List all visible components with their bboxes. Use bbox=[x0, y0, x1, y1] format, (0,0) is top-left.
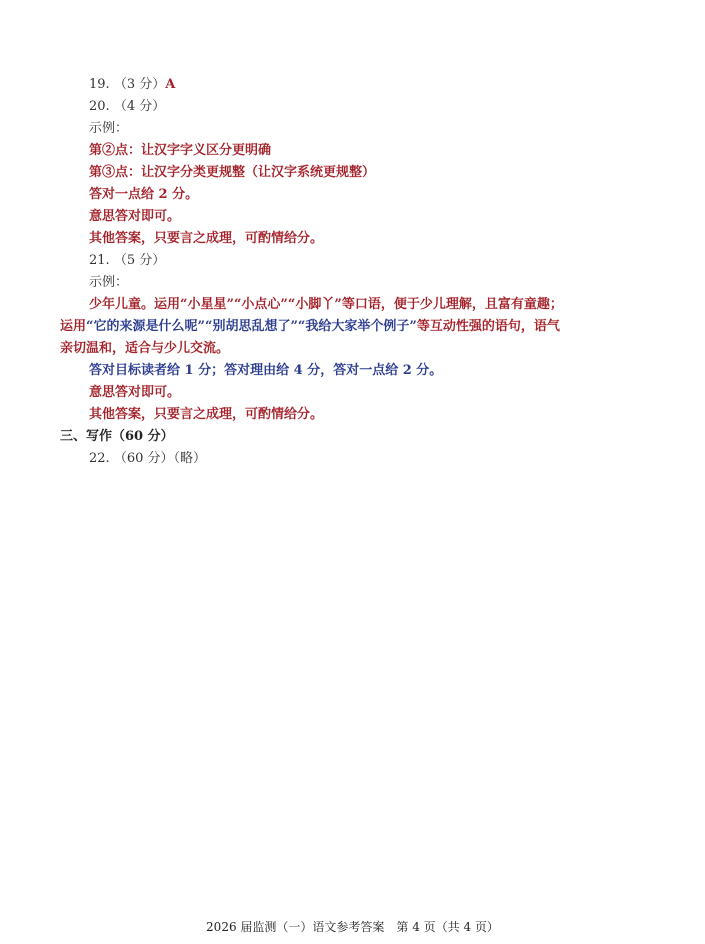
q21-score: （5 分） bbox=[113, 253, 166, 268]
q22-number: 22. bbox=[89, 451, 110, 466]
q20-rule2: 意思答对即可。 bbox=[89, 209, 181, 224]
q21-example-label: 示例： bbox=[89, 275, 129, 290]
q20-example-label: 示例： bbox=[89, 121, 129, 136]
q19-answer: A bbox=[165, 77, 176, 92]
q20-point2-text: 让汉字字义区分更明确 bbox=[141, 143, 272, 158]
q20-score: （4 分） bbox=[113, 99, 166, 114]
q20-rule3: 其他答案，只要言之成理，可酌情给分。 bbox=[89, 231, 324, 246]
q22-score: （60 分） bbox=[113, 451, 174, 466]
q19-score: （3 分） bbox=[113, 77, 166, 92]
q21-rule3: 其他答案，只要言之成理，可酌情给分。 bbox=[89, 407, 324, 422]
q20-point3 bbox=[89, 164, 375, 182]
q21-answer-line2-c: 等互动性强的语句，语气 bbox=[416, 319, 560, 334]
q21-answer-line2 bbox=[60, 318, 560, 336]
q21-answer-line1: 少年儿童。运用“小星星”“小点心”“小脚丫”等口语，便于少儿理解，且富有童趣； bbox=[89, 297, 563, 312]
q21-number: 21. bbox=[89, 253, 110, 268]
q20-point3-label: 第③点： bbox=[89, 165, 142, 180]
q21-line bbox=[89, 252, 165, 270]
q22-note: （略） bbox=[173, 451, 207, 466]
q21-answer-line2-b: “它的来源是什么呢”“别胡思乱想了”“我给大家举个例子” bbox=[86, 319, 417, 334]
q20-line bbox=[89, 98, 165, 116]
q21-rule1: 答对目标读者给 1 分；答对理由给 4 分，答对一点给 2 分。 bbox=[89, 363, 443, 378]
q22-line bbox=[89, 450, 206, 468]
q20-rule1: 答对一点给 2 分。 bbox=[89, 187, 199, 202]
section3-title: 三、写作（60 分） bbox=[60, 429, 174, 444]
q19-line bbox=[89, 76, 175, 94]
q20-point3-text: 让汉字分类更规整（让汉字系统更规整） bbox=[141, 165, 376, 180]
q20-point2 bbox=[89, 142, 271, 160]
q21-answer-line2-a: 运用 bbox=[60, 319, 87, 334]
q20-point2-label: 第②点： bbox=[89, 143, 142, 158]
q21-rule2: 意思答对即可。 bbox=[89, 385, 181, 400]
q21-answer-line3: 亲切温和，适合与少儿交流。 bbox=[60, 341, 230, 356]
q19-number: 19. bbox=[89, 77, 110, 92]
page-footer: 2026 届监测（一）语文参考答案 第 4 页（共 4 页） bbox=[206, 920, 499, 934]
q20-number: 20. bbox=[89, 99, 110, 114]
